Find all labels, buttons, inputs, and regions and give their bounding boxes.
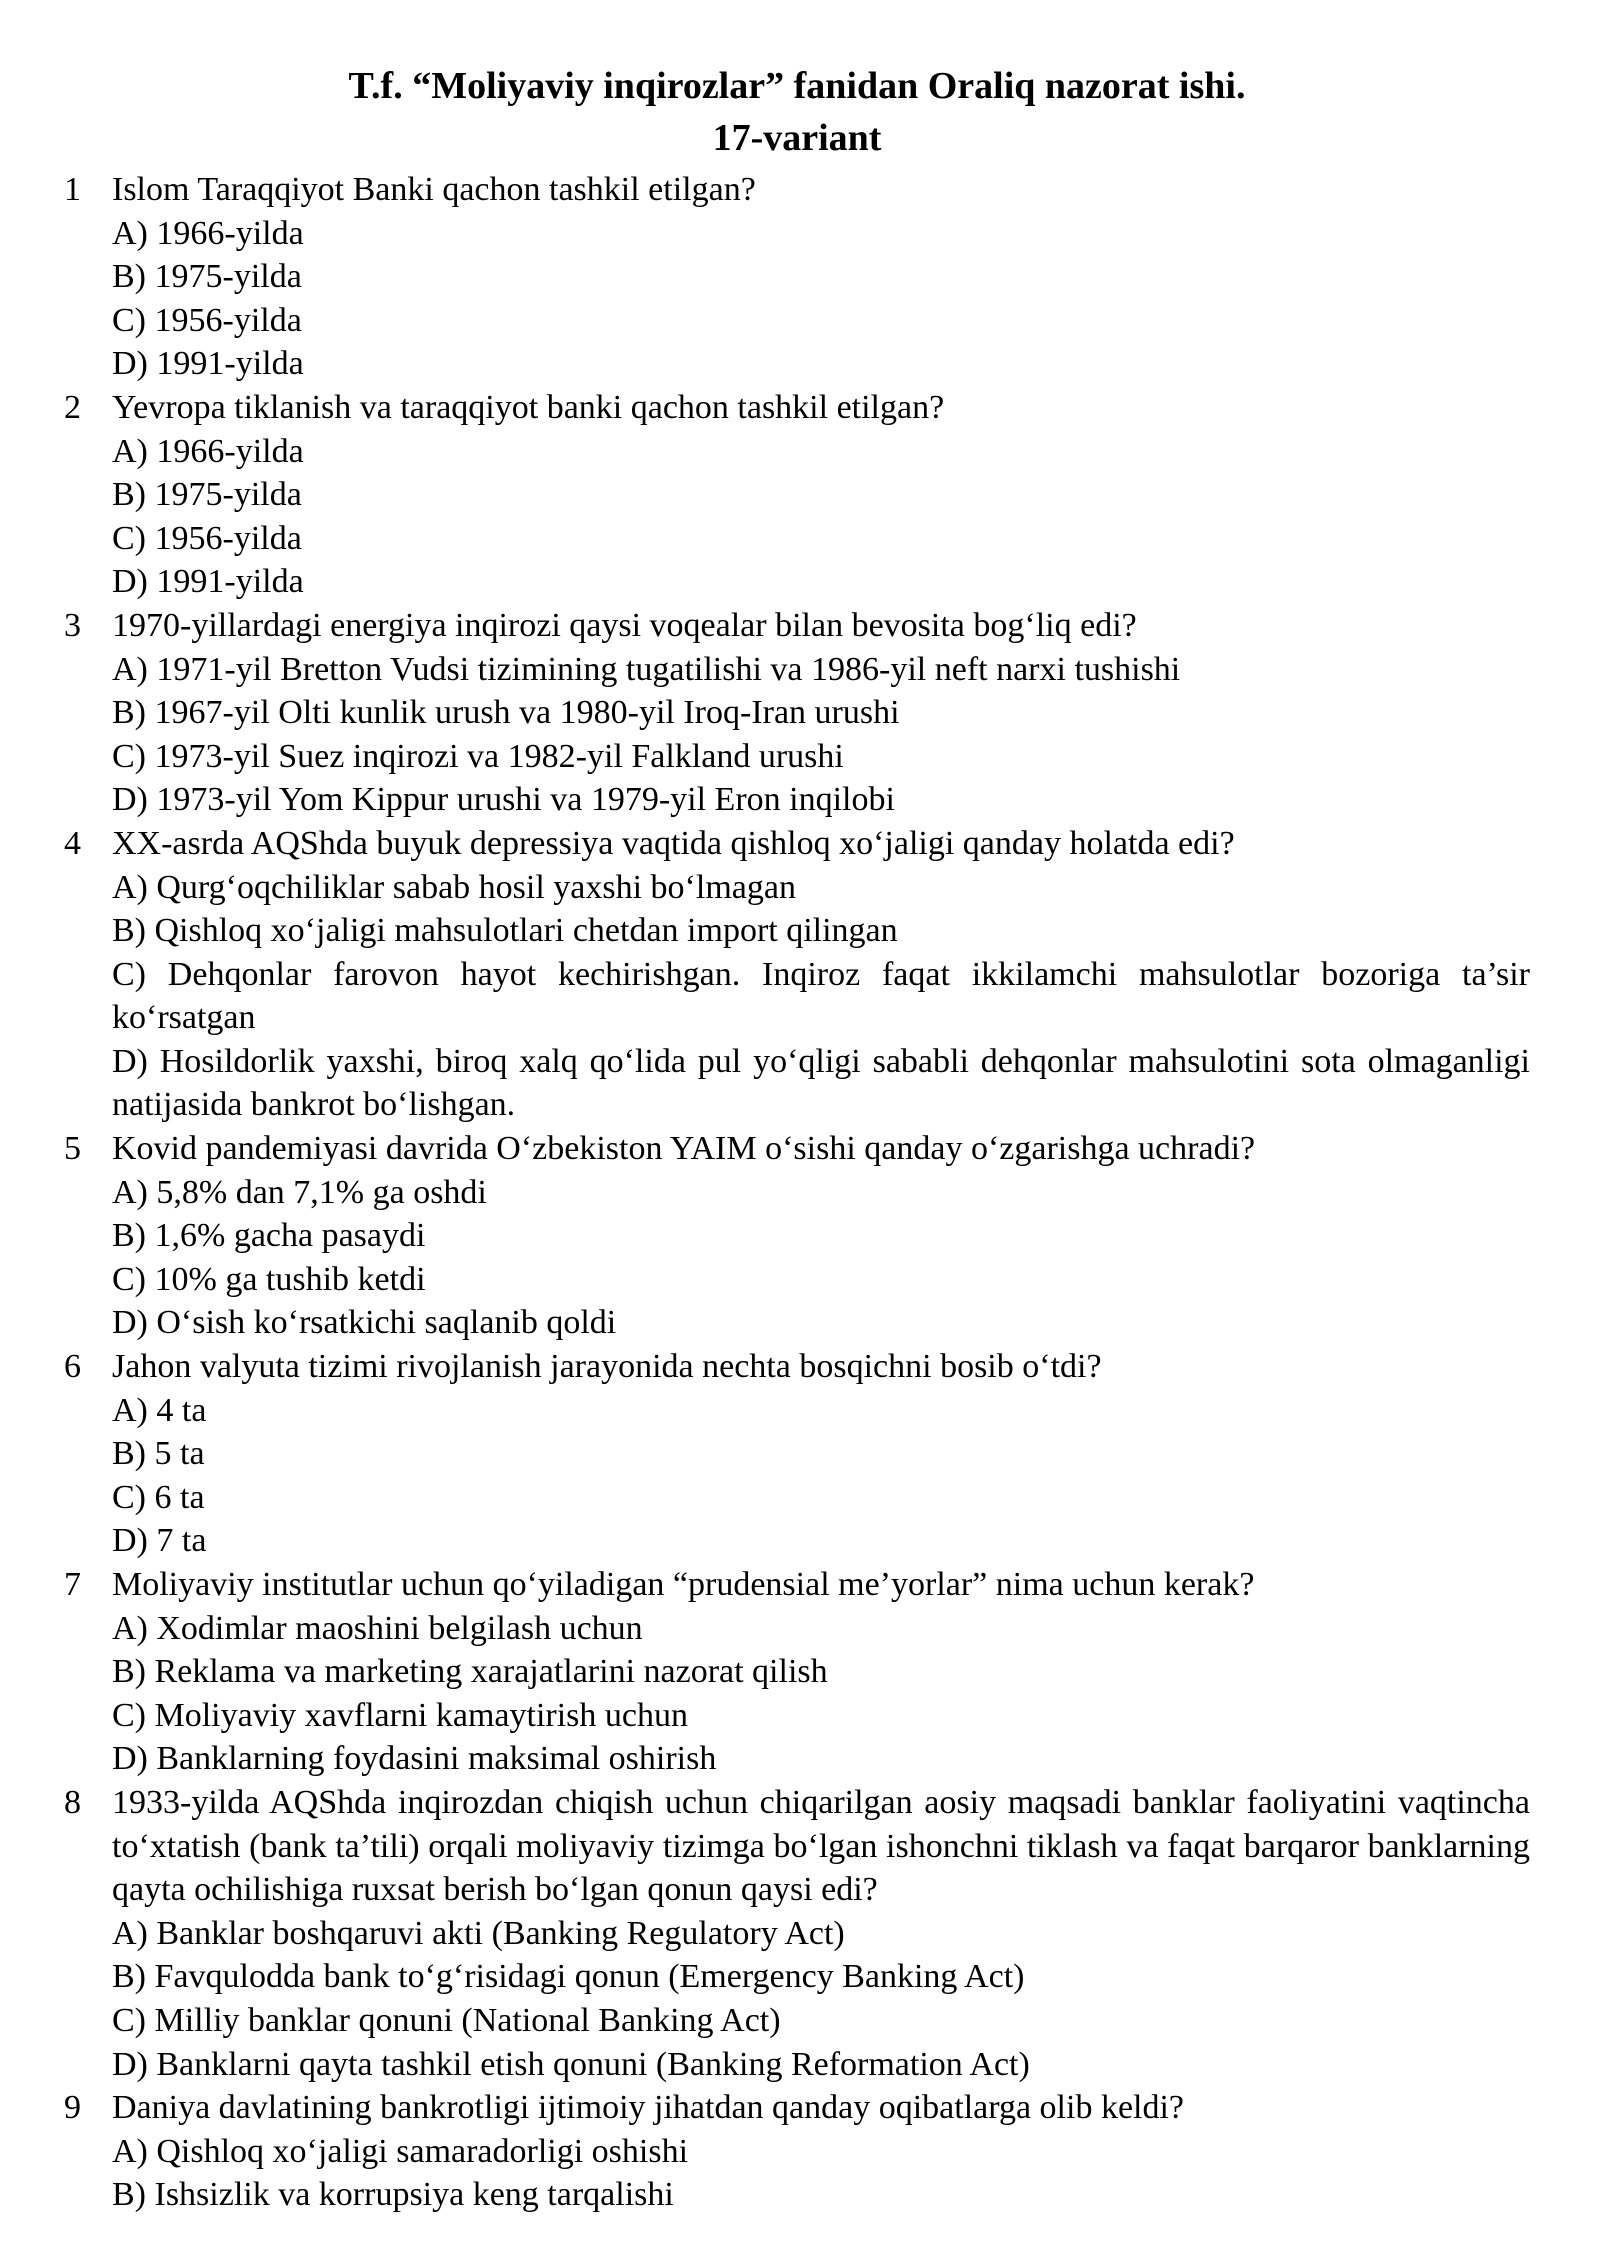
- answer-option: C) Moliyaviy xavflarni kamaytirish uchun: [112, 1696, 688, 1734]
- question-text: XX-asrda AQShda buyuk depressiya vaqtida qishloq xo‘jaligi qanday holatda edi?: [112, 824, 1235, 862]
- answer-option: A) Banklar boshqaruvi akti (Banking Regulatory Act): [112, 1914, 845, 1952]
- question-number: 7: [64, 1566, 81, 1603]
- answer-options: [112, 1171, 1530, 1345]
- answer-option: C) 1956-yilda: [112, 519, 302, 557]
- answer-option: B) Favqulodda bank to‘g‘risidagi qonun (Emergency Banking Act): [112, 1958, 1025, 1996]
- answer-option: D) 1991-yilda: [112, 345, 304, 383]
- answer-option: C) 1956-yilda: [112, 301, 302, 339]
- answer-option: A) Xodimlar maoshini belgilash uchun: [112, 1609, 643, 1647]
- question-text: Yevropa tiklanish va taraqqiyot banki qachon tashkil etilgan?: [112, 388, 945, 426]
- variant-label: 17-variant: [712, 117, 882, 159]
- answer-option: C) Dehqonlar farovon hayot kechirishgan. Inqiroz faqat ikkilamchi mahsulotlar bozoriga ta’sir ko‘rsatgan: [112, 955, 1530, 1037]
- answer-option: C) 10% ga tushib ketdi: [112, 1260, 426, 1298]
- question-item: [64, 386, 1530, 604]
- answer-option: B) 1975-yilda: [112, 476, 302, 514]
- answer-option: B) 5 ta: [112, 1435, 205, 1473]
- answer-option: D) Banklarni qayta tashkil etish qonuni (Banking Reformation Act): [112, 2045, 1030, 2083]
- question-text: Jahon valyuta tizimi rivojlanish jarayonida nechta bosqichni bosib o‘tdi?: [112, 1348, 1102, 1386]
- answer-options: [112, 1389, 1530, 1563]
- question-row: [64, 1781, 1530, 1912]
- question-item: [64, 1563, 1530, 1781]
- answer-option: B) Qishloq xo‘jaligi mahsulotlari chetdan import qilingan: [112, 912, 898, 950]
- answer-option: D) O‘sish ko‘rsatkichi saqlanib qoldi: [112, 1304, 617, 1342]
- answer-option: D) 7 ta: [112, 1522, 207, 1560]
- question-text: Kovid pandemiyasi davrida O‘zbekiston YAIM o‘sishi qanday o‘zgarishga uchradi?: [112, 1130, 1256, 1168]
- question-item: [64, 1127, 1530, 1345]
- question-row: [64, 1563, 1530, 1607]
- question-item: [64, 168, 1530, 386]
- question-row: [64, 168, 1530, 212]
- question-text: Islom Taraqqiyot Banki qachon tashkil etilgan?: [112, 171, 756, 208]
- question-row: [64, 822, 1530, 866]
- answer-options: [112, 2130, 1530, 2217]
- question-row: [64, 604, 1530, 648]
- answer-option: D) 1991-yilda: [112, 563, 304, 601]
- question-number: 5: [64, 1130, 81, 1168]
- answer-option: A) 1971-yil Bretton Vudsi tizimining tugatilishi va 1986-yil neft narxi tushishi: [112, 650, 1181, 688]
- question-number: 1: [64, 171, 81, 208]
- answer-option: A) Qurg‘oqchiliklar sabab hosil yaxshi bo‘lmagan: [112, 868, 796, 906]
- answer-options: [112, 212, 1530, 386]
- answer-options: [112, 1912, 1530, 2086]
- answer-option: D) 1973-yil Yom Kippur urushi va 1979-yil Eron inqilobi: [112, 781, 895, 819]
- answer-option: C) 6 ta: [112, 1478, 205, 1516]
- question-number: 2: [64, 388, 81, 426]
- answer-option: C) Milliy banklar qonuni (National Banking Act): [112, 2001, 781, 2039]
- answer-options: [112, 1607, 1530, 1781]
- answer-option: A) 1966-yilda: [112, 432, 304, 470]
- answer-options: [112, 866, 1530, 1128]
- question-item: [64, 604, 1530, 822]
- answer-option: D) Banklarning foydasini maksimal oshirish: [112, 1740, 717, 1778]
- question-row: [64, 1345, 1530, 1389]
- question-row: [64, 386, 1530, 430]
- answer-option: A) Qishloq xo‘jaligi samaradorligi oshishi: [112, 2132, 689, 2170]
- question-text: 1933-yilda AQShda inqirozdan chiqish uchun chiqarilgan aosiy maqsadi banklar faoliyatini vaqtincha to‘xtatish (bank ta’tili) orqali moliyaviy tizimga bo‘lgan ishonchni tiklash va faqat barqaror banklarning qayta ochilishiga ruxsat berish bo‘lgan qonun qaysi edi?: [112, 1783, 1530, 1909]
- question-number: 3: [64, 606, 81, 644]
- question-row: [64, 1127, 1530, 1171]
- answer-option: B) Ishsizlik va korrupsiya keng tarqalishi: [112, 2176, 674, 2214]
- answer-option: C) 1973-yil Suez inqirozi va 1982-yil Falkland urushi: [112, 737, 844, 775]
- question-item: [64, 822, 1530, 1127]
- question-number: 6: [64, 1348, 81, 1386]
- answer-option: B) 1967-yil Olti kunlik urush va 1980-yil Iroq-Iran urushi: [112, 694, 900, 732]
- answer-option: B) Reklama va marketing xarajatlarini nazorat qilish: [112, 1653, 828, 1691]
- document-title: T.f. “Moliyaviy inqirozlar” fanidan Oraliq nazorat ishi.: [348, 65, 1246, 107]
- question-number: 8: [64, 1783, 81, 1821]
- answer-option: A) 4 ta: [112, 1391, 207, 1429]
- question-item: [64, 1345, 1530, 1563]
- answer-option: B) 1975-yilda: [112, 258, 302, 296]
- question-text: Moliyaviy institutlar uchun qo‘yiladigan “prudensial me’yorlar” nima uchun kerak?: [112, 1566, 1255, 1603]
- question-item: [64, 1781, 1530, 2086]
- answer-option: B) 1,6% gacha pasaydi: [112, 1217, 426, 1255]
- question-text: 1970-yillardagi energiya inqirozi qaysi voqealar bilan bevosita bog‘liq edi?: [112, 606, 1137, 644]
- answer-option: A) 5,8% dan 7,1% ga oshdi: [112, 1173, 487, 1211]
- answer-option: A) 1966-yilda: [112, 214, 304, 252]
- question-item: [64, 2086, 1530, 2217]
- answer-options: [112, 430, 1530, 604]
- question-text: Daniya davlatining bankrotligi ijtimoiy jihatdan qanday oqibatlarga olib keldi?: [112, 2089, 1185, 2127]
- answer-option: D) Hosildorlik yaxshi, biroq xalq qo‘lida pul yo‘qligi sababli dehqonlar mahsulotini sota olmaganligi natijasida bankrot bo‘lishgan.: [112, 1042, 1530, 1124]
- answer-options: [112, 648, 1530, 822]
- question-number: 4: [64, 824, 81, 862]
- question-row: [64, 2086, 1530, 2130]
- question-number: 9: [64, 2089, 81, 2127]
- question-list: [64, 168, 1530, 2217]
